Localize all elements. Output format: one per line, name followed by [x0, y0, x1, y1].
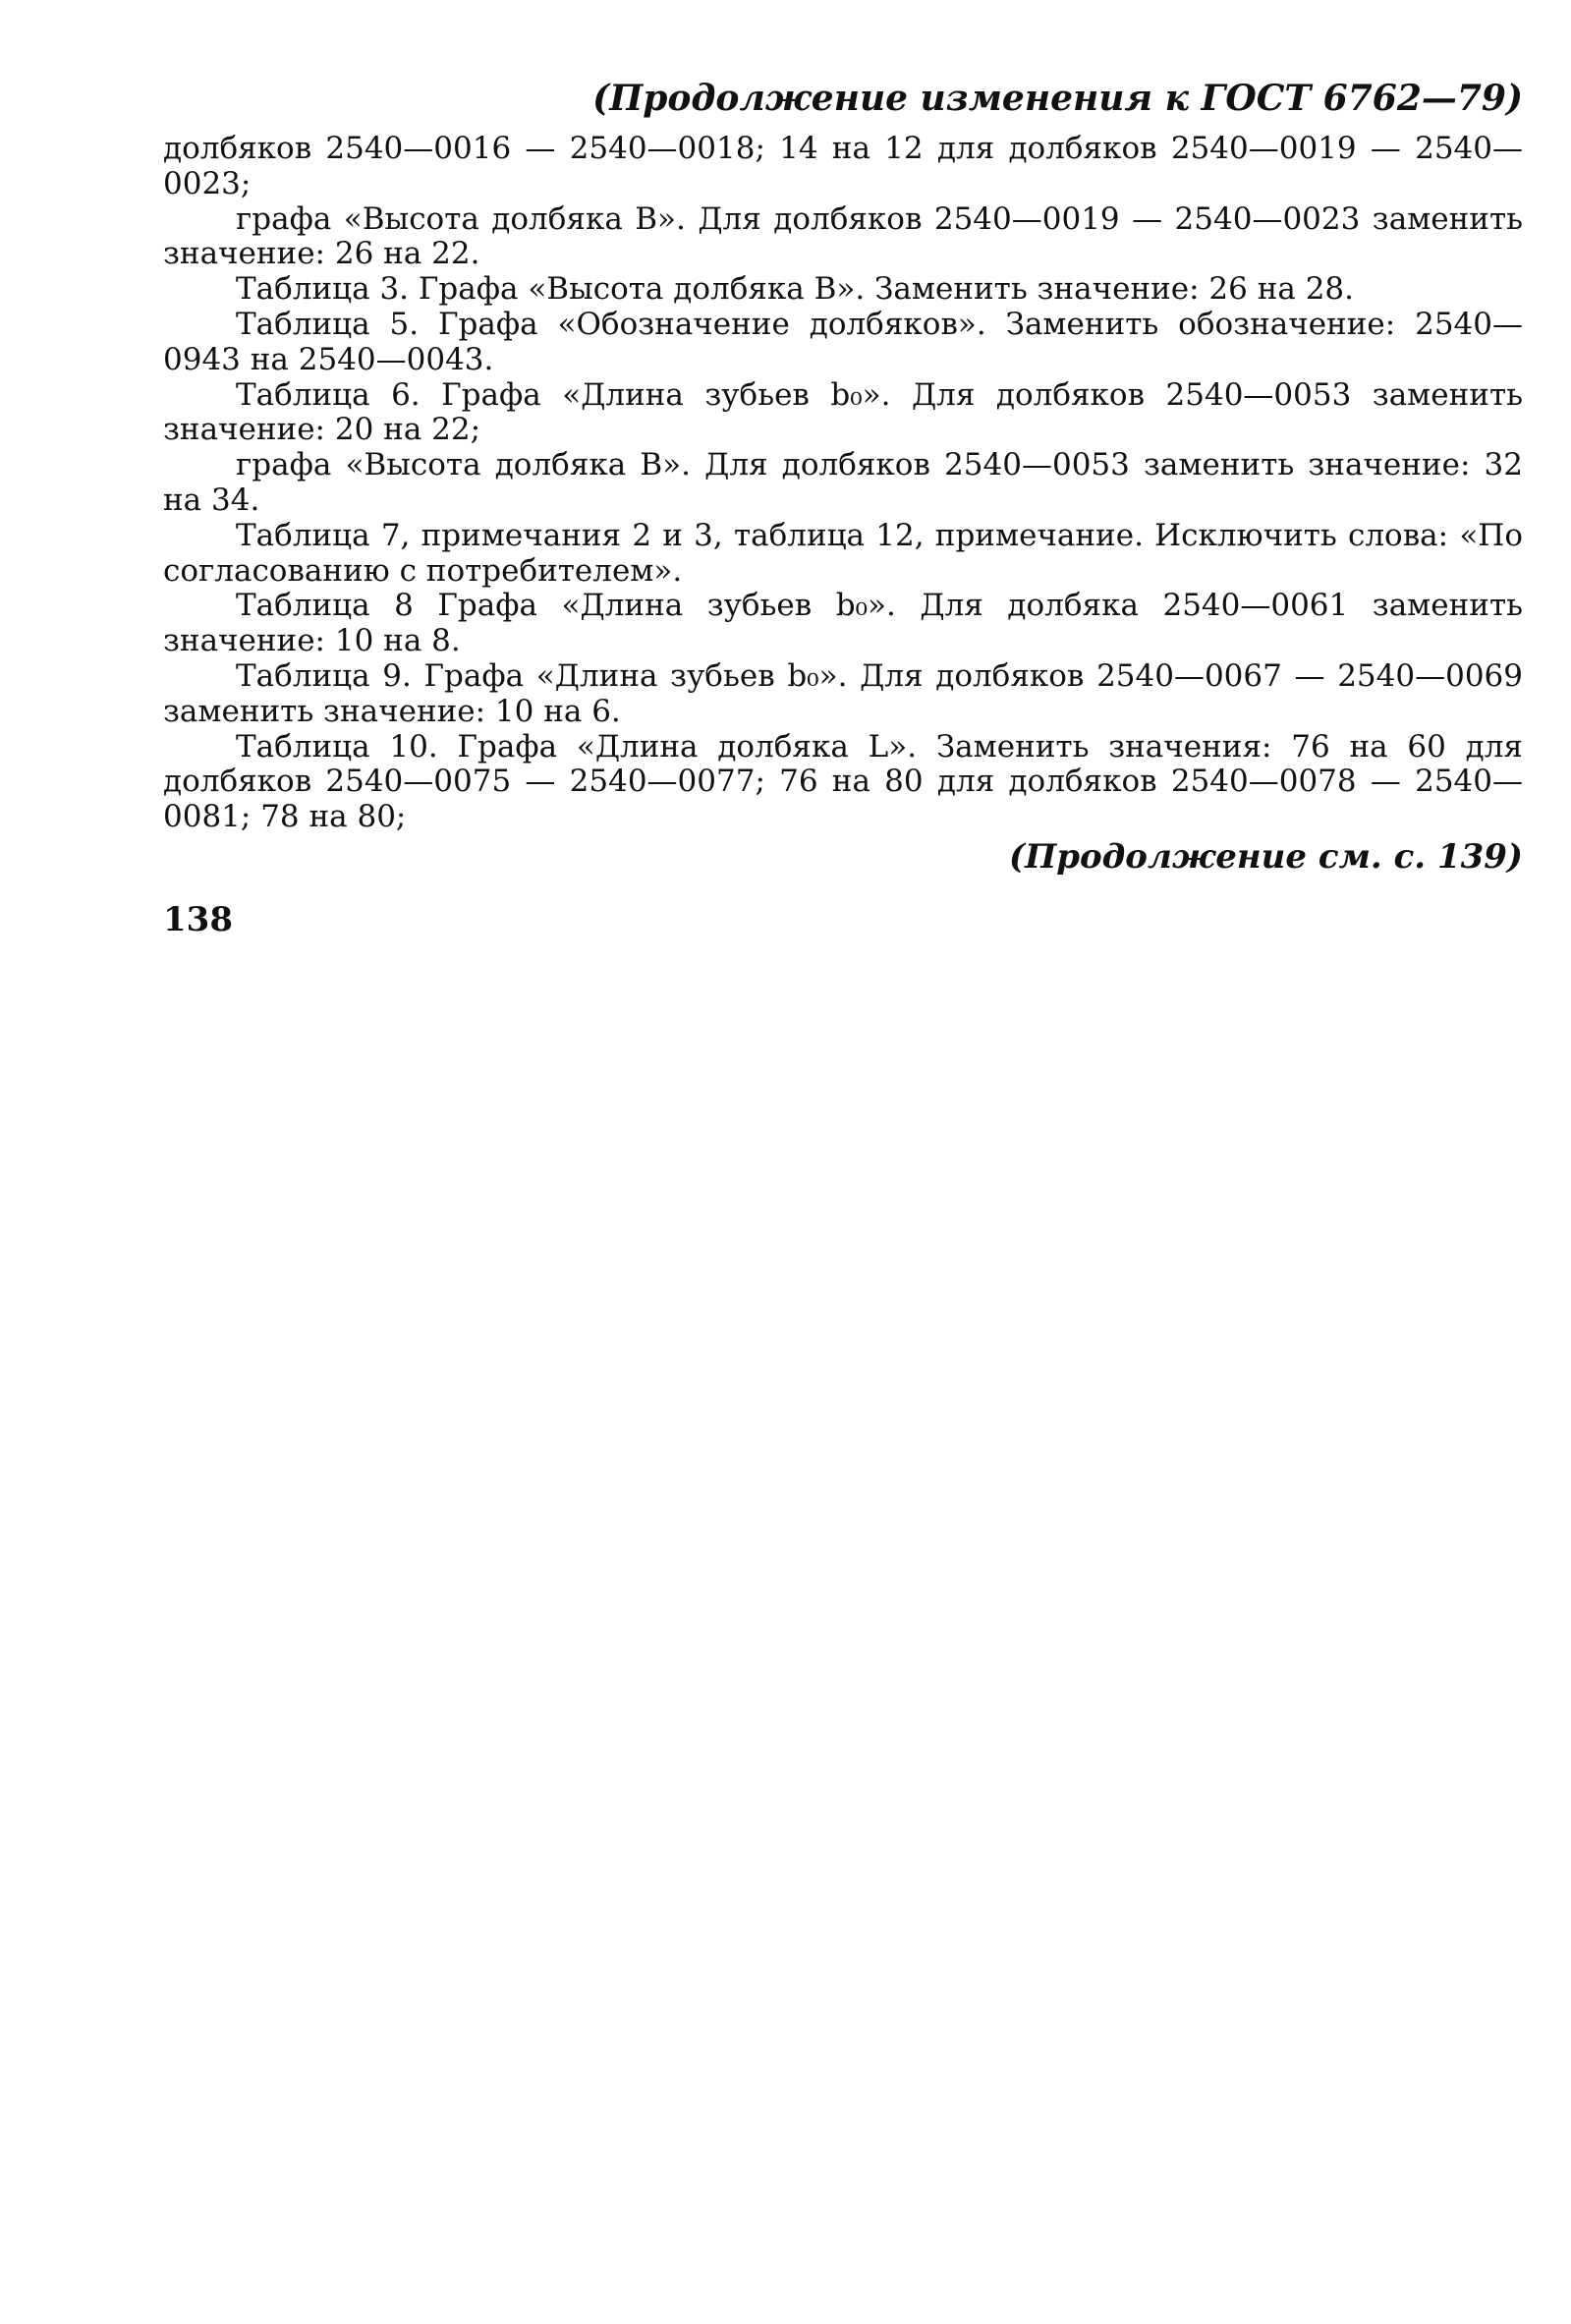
paragraph: Таблица 10. Графа «Длина долбяка L». Заменить значения: 76 на 60 для долбяков 2540—0075 — 2540—0077; 76 на 80 для долбяков 2540—0078 — 2540—0081; 78 на 80;: [163, 728, 1523, 835]
paragraph: Таблица 3. Графа «Высота долбяка B». Заменить значение: 26 на 28.: [236, 271, 1355, 308]
continuation-note: (Продолжение см. с. 139): [1009, 837, 1523, 877]
paragraph: графа «Высота долбяка B». Для долбяков 2540—0019 — 2540—0023 заменить значение: 26 на 22.: [163, 200, 1523, 272]
paragraph: Таблица 8 Графа «Длина зубьев b₀». Для долбяка 2540—0061 заменить значение: 10 на 8.: [163, 588, 1523, 659]
page-number: 138: [163, 900, 233, 939]
paragraph: графа «Высота долбяка B». Для долбяков 2540—0053 заменить значение: 32 на 34.: [163, 447, 1523, 518]
running-header: (Продолжение изменения к ГОСТ 6762—79): [592, 78, 1523, 119]
paragraph: Таблица 7, примечания 2 и 3, таблица 12, примечание. Исключить слова: «По согласованию с потребителем».: [163, 517, 1523, 589]
body-text: [163, 132, 1523, 835]
paragraph: долбяков 2540—0016 — 2540—0018; 14 на 12 для долбяков 2540—0019 — 2540—0023;: [163, 131, 1523, 201]
paragraph: Таблица 5. Графа «Обозначение долбяков». Заменить обозначение: 2540—0943 на 2540—0043.: [163, 306, 1523, 377]
paragraph: Таблица 9. Графа «Длина зубьев b₀». Для долбяков 2540—0067 — 2540—0069 заменить значение: 10 на 6.: [163, 657, 1523, 729]
paragraph: Таблица 6. Графа «Длина зубьев b₀». Для долбяков 2540—0053 заменить значение: 20 на 22;: [163, 376, 1523, 448]
